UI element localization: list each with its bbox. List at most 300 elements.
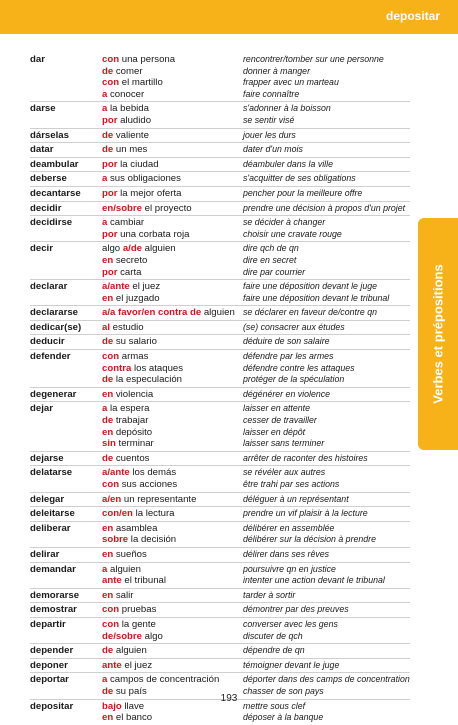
usage-example: [102, 229, 243, 241]
usage-example: [102, 144, 243, 156]
verb-headword: deliberar: [30, 522, 71, 534]
usage-column: [102, 453, 243, 465]
usage-complement: comer: [113, 65, 143, 77]
usage-complement: la mejor oferta: [117, 187, 182, 199]
french-translation: rencontrer/tomber sur une personne: [243, 54, 384, 64]
usage-complement: un representante: [121, 493, 197, 505]
usage-example: [102, 173, 243, 185]
usage-complement: llave: [121, 700, 145, 712]
usage-example: [102, 307, 243, 319]
usage-column: [102, 243, 243, 278]
preposition: de: [102, 685, 114, 697]
french-translation: frapper avec un marteau: [243, 77, 339, 88]
translation-column: [243, 281, 410, 304]
usage-example: [102, 453, 243, 465]
usage-complement: carta: [117, 266, 142, 278]
usage-column: [102, 619, 243, 642]
preposition: en: [102, 292, 114, 304]
entry-row: [30, 388, 410, 403]
verb-headword: decidirse: [30, 217, 73, 229]
french-translation: être trahi par ses actions: [243, 479, 340, 489]
entry-row: [30, 335, 410, 350]
french-translation: faire une déposition devant le tribunal: [243, 292, 390, 303]
usage-example: [102, 255, 243, 267]
french-translation: prendre un vif plaisir à la lecture: [243, 508, 368, 519]
usage-complement: cuentos: [113, 452, 150, 464]
translation-column: [243, 389, 410, 401]
preposition: de: [102, 374, 114, 386]
french-translation: s'adonner à la boisson: [243, 103, 331, 114]
entry-row: [30, 350, 410, 388]
translation-column: [243, 604, 410, 616]
usage-column: [102, 467, 243, 490]
translation-column: [243, 173, 410, 185]
french-translation: tarder à sortir: [243, 589, 296, 600]
usage-complement: sueños: [113, 548, 147, 560]
usage-column: [102, 604, 243, 616]
usage-complement: el juez: [121, 659, 153, 671]
verb-headword: deambular: [30, 158, 79, 170]
translation-column: [243, 564, 410, 587]
entry-row: [30, 306, 410, 321]
translation-column: [243, 590, 410, 602]
translation-column: [243, 467, 410, 490]
usage-complement: sus acciones: [119, 479, 178, 490]
preposition: de: [102, 415, 114, 427]
french-translation: faire une déposition devant le juge: [243, 281, 378, 292]
usage-complement: el juez: [129, 281, 161, 293]
usage-example: [102, 243, 243, 255]
verb-headword: deponer: [30, 659, 68, 671]
preposition: por: [102, 228, 118, 240]
preposition: a/a favor/en contra de: [102, 307, 202, 319]
verb-headword: dar: [30, 54, 45, 65]
usage-example: [102, 351, 243, 363]
usage-complement: valiente: [113, 129, 149, 141]
usage-column: [102, 523, 243, 546]
entry-row: [30, 172, 410, 187]
french-translation: protéger de la spéculation: [243, 374, 345, 385]
usage-example: [102, 336, 243, 348]
usage-complement: el martillo: [119, 77, 163, 89]
verb-headword: decantarse: [30, 187, 81, 199]
usage-column: [102, 130, 243, 142]
verb-headword: deportar: [30, 674, 69, 686]
usage-example: [102, 363, 243, 375]
verb-headword: decir: [30, 243, 53, 255]
preposition: con: [102, 54, 120, 65]
usage-example: [102, 631, 243, 643]
french-translation: démontrer par des preuves: [243, 604, 349, 615]
translation-column: [243, 307, 410, 319]
usage-complement: depósito: [113, 426, 153, 438]
preposition: con: [102, 77, 120, 89]
usage-column: [102, 173, 243, 185]
usage-example: [102, 217, 243, 229]
usage-example: [102, 619, 243, 631]
usage-example: [102, 534, 243, 546]
french-translation: faire connaître: [243, 88, 300, 99]
french-translation: laisser sans terminer: [243, 438, 325, 449]
translation-column: [243, 144, 410, 156]
usage-complement: su salario: [113, 336, 157, 348]
usage-complement: armas: [119, 351, 149, 363]
preposition: de/sobre: [102, 630, 142, 642]
usage-column: [102, 549, 243, 561]
usage-example: [102, 549, 243, 561]
translation-column: [243, 130, 410, 142]
verb-headword: delegar: [30, 493, 65, 505]
usage-prefix: algo: [102, 243, 123, 255]
entry-row: [30, 321, 410, 336]
french-translation: dire par courrier: [243, 266, 306, 277]
preposition: de: [102, 645, 114, 657]
usage-column: [102, 203, 243, 215]
preposition: con: [102, 604, 120, 616]
usage-example: [102, 508, 243, 520]
preposition: a: [102, 173, 108, 185]
verb-headword: degenerar: [30, 388, 77, 400]
verb-headword: declarar: [30, 281, 68, 293]
entry-row: [30, 216, 410, 242]
french-translation: cesser de travailler: [243, 415, 317, 426]
usage-complement: los ataques: [131, 362, 184, 374]
usage-complement: su país: [113, 685, 147, 697]
usage-complement: los demás: [129, 467, 177, 479]
french-translation: discuter de qch: [243, 630, 303, 641]
french-translation: défendre contre les attaques: [243, 362, 355, 373]
french-translation: s'acquitter de ses obligations: [243, 173, 356, 184]
translation-column: [243, 322, 410, 334]
french-translation: délirer dans ses rêves: [243, 548, 330, 559]
usage-column: [102, 336, 243, 348]
translation-column: [243, 217, 410, 240]
usage-column: [102, 590, 243, 602]
french-translation: dater d'un mois: [243, 144, 303, 155]
verb-preposition-table: [30, 53, 410, 725]
entry-row: [30, 589, 410, 604]
usage-complement: alguien: [107, 563, 141, 575]
usage-complement: alguien: [201, 307, 235, 319]
preposition: a: [102, 217, 108, 229]
usage-example: [102, 159, 243, 171]
usage-example: [102, 293, 243, 305]
french-translation: se sentir visé: [243, 114, 295, 125]
verb-headword: departir: [30, 618, 66, 630]
french-translation: se révéler aux autres: [243, 467, 326, 478]
verb-headword: dejarse: [30, 452, 64, 464]
usage-complement: cambiar: [107, 217, 145, 229]
entry-row: [30, 280, 410, 306]
usage-example: [102, 203, 243, 215]
entry-row: [30, 129, 410, 144]
translation-column: [243, 103, 410, 126]
french-translation: dire qch de qn: [243, 243, 299, 254]
usage-column: [102, 403, 243, 449]
preposition: por: [102, 158, 118, 170]
usage-example: [102, 374, 243, 386]
usage-complement: salir: [113, 589, 134, 601]
usage-complement: violencia: [113, 388, 154, 400]
usage-example: [102, 575, 243, 587]
preposition: a: [102, 403, 108, 415]
entry-row: [30, 522, 410, 548]
preposition: de: [102, 452, 114, 464]
french-translation: déporter dans des camps de concentration: [243, 674, 410, 685]
preposition: contra: [102, 362, 132, 374]
translation-column: [243, 336, 410, 348]
usage-complement: algo: [142, 630, 163, 642]
usage-example: [102, 494, 243, 506]
verb-headword: datar: [30, 144, 54, 156]
usage-example: [102, 523, 243, 535]
header-word: depositar: [385, 9, 440, 23]
translation-column: [243, 508, 410, 520]
usage-complement: conocer: [107, 88, 145, 100]
usage-complement: la gente: [119, 618, 156, 630]
preposition: a: [102, 88, 108, 100]
usage-column: [102, 564, 243, 587]
usage-example: [102, 660, 243, 672]
translation-column: [243, 619, 410, 642]
preposition: de: [102, 336, 114, 348]
translation-column: [243, 494, 410, 506]
usage-complement: trabajar: [113, 415, 149, 427]
entry-row: [30, 603, 410, 618]
usage-example: [102, 281, 243, 293]
usage-column: [102, 351, 243, 386]
french-translation: déléguer à un représentant: [243, 493, 349, 504]
preposition: en/sobre: [102, 202, 142, 214]
preposition: con: [102, 479, 120, 490]
entry-row: [30, 563, 410, 589]
usage-complement: campos de concentración: [107, 674, 220, 686]
usage-example: [102, 403, 243, 415]
verb-headword: deducir: [30, 336, 65, 348]
french-translation: dépendre de qn: [243, 645, 305, 656]
preposition: en: [102, 388, 114, 400]
usage-example: [102, 115, 243, 127]
preposition: con/en: [102, 508, 133, 520]
entry-row: [30, 644, 410, 659]
preposition: a/en: [102, 493, 122, 505]
french-translation: dire en secret: [243, 254, 297, 265]
preposition: en: [102, 426, 114, 438]
preposition: con: [102, 351, 120, 363]
entry-row: [30, 452, 410, 467]
translation-column: [243, 523, 410, 546]
french-translation: délibérer en assemblée: [243, 522, 335, 533]
entry-row: [30, 548, 410, 563]
entry-row: [30, 202, 410, 217]
preposition: sobre: [102, 534, 129, 546]
french-translation: pencher pour la meilleure offre: [243, 187, 363, 198]
usage-example: [102, 77, 243, 89]
preposition: ante: [102, 659, 122, 671]
french-translation: choisir une cravate rouge: [243, 228, 342, 239]
usage-example: [102, 604, 243, 616]
preposition: a/de: [122, 243, 143, 255]
usage-complement: la espera: [107, 403, 150, 415]
usage-complement: la lectura: [132, 508, 175, 520]
usage-example: [102, 415, 243, 427]
preposition: en: [102, 712, 114, 724]
preposition: en: [102, 548, 114, 560]
verb-headword: delatarse: [30, 467, 73, 479]
preposition: a/ante: [102, 467, 130, 479]
verb-headword: demandar: [30, 563, 76, 575]
translation-column: [243, 453, 410, 465]
verb-headword: delirar: [30, 548, 60, 560]
usage-example: [102, 389, 243, 401]
verb-headword: darse: [30, 103, 56, 115]
french-translation: donner à manger: [243, 65, 310, 76]
usage-column: [102, 144, 243, 156]
usage-column: [102, 281, 243, 304]
usage-example: [102, 54, 243, 66]
entry-row: [30, 53, 410, 102]
usage-column: [102, 103, 243, 126]
preposition: en: [102, 254, 114, 266]
translation-column: [243, 645, 410, 657]
section-tab-label: Verbes et prépositions: [430, 264, 446, 404]
french-translation: se décider à changer: [243, 217, 326, 228]
verb-headword: deleitarse: [30, 508, 75, 520]
verb-headword: demostrar: [30, 604, 77, 616]
french-translation: se déclarer en faveur de/contre qn: [243, 307, 377, 318]
verb-headword: demorarse: [30, 589, 80, 601]
header-bar: [0, 0, 458, 34]
translation-column: [243, 54, 410, 100]
translation-column: [243, 549, 410, 561]
verb-headword: depender: [30, 645, 74, 657]
preposition: con: [102, 618, 120, 630]
usage-example: [102, 564, 243, 576]
usage-complement: el tribunal: [121, 575, 166, 587]
usage-column: [102, 217, 243, 240]
verb-headword: deberse: [30, 173, 67, 185]
translation-column: [243, 159, 410, 171]
preposition: en: [102, 589, 114, 601]
preposition: al: [102, 321, 111, 333]
usage-example: [102, 188, 243, 200]
usage-example: [102, 479, 243, 491]
entry-row: [30, 242, 410, 280]
preposition: por: [102, 187, 118, 199]
entry-row: [30, 143, 410, 158]
french-translation: dégénérer en violence: [243, 388, 331, 399]
preposition: a/ante: [102, 281, 130, 293]
usage-complement: la ciudad: [117, 158, 159, 170]
preposition: sin: [102, 438, 116, 450]
translation-column: [243, 660, 410, 672]
entry-row: [30, 402, 410, 451]
french-translation: chasser de son pays: [243, 685, 324, 696]
preposition: por: [102, 266, 118, 278]
usage-column: [102, 645, 243, 657]
usage-complement: el proyecto: [142, 202, 192, 214]
usage-complement: la especulación: [113, 374, 183, 386]
preposition: a: [102, 563, 108, 575]
entry-row: [30, 507, 410, 522]
preposition: ante: [102, 575, 122, 587]
verb-headword: decidir: [30, 202, 62, 214]
usage-example: [102, 130, 243, 142]
verb-headword: defender: [30, 351, 71, 363]
usage-complement: un mes: [113, 144, 148, 156]
usage-complement: la decisión: [128, 534, 177, 546]
french-translation: arrêter de raconter des histoires: [243, 452, 368, 463]
usage-column: [102, 508, 243, 520]
usage-complement: aludido: [117, 114, 152, 126]
usage-complement: el banco: [113, 712, 153, 724]
page-number: 193: [220, 693, 238, 704]
section-tab: [418, 218, 458, 450]
entry-row: [30, 158, 410, 173]
preposition: a: [102, 103, 108, 115]
french-translation: jouer les durs: [243, 129, 296, 140]
usage-column: [102, 54, 243, 100]
usage-column: [102, 159, 243, 171]
translation-column: [243, 351, 410, 386]
usage-complement: sus obligaciones: [107, 173, 181, 185]
usage-complement: alguien: [113, 645, 147, 657]
verb-headword: dárselas: [30, 129, 69, 141]
preposition: en: [102, 522, 114, 534]
translation-column: [243, 243, 410, 278]
verb-headword: dejar: [30, 403, 53, 415]
french-translation: défendre par les armes: [243, 351, 334, 362]
french-translation: (se) consacrer aux études: [243, 321, 345, 332]
verb-headword: dedicar(se): [30, 321, 82, 333]
verb-headword: depositar: [30, 700, 74, 712]
usage-column: [102, 322, 243, 334]
usage-complement: secreto: [113, 254, 148, 266]
usage-complement: la bebida: [107, 103, 149, 115]
entry-row: [30, 466, 410, 492]
usage-column: [102, 188, 243, 200]
preposition: a: [102, 674, 108, 686]
translation-column: [243, 403, 410, 449]
usage-example: [102, 712, 243, 724]
translation-column: [243, 203, 410, 215]
french-translation: déposer à la banque: [243, 712, 324, 723]
usage-example: [102, 438, 243, 450]
french-translation: laisser en attente: [243, 403, 310, 414]
usage-complement: pruebas: [119, 604, 157, 616]
usage-example: [102, 89, 243, 101]
usage-column: [102, 389, 243, 401]
usage-example: [102, 590, 243, 602]
usage-example: [102, 267, 243, 279]
preposition: bajo: [102, 700, 122, 712]
usage-example: [102, 427, 243, 439]
usage-complement: alguien: [142, 243, 176, 255]
usage-example: [102, 645, 243, 657]
usage-complement: estudio: [110, 321, 144, 333]
preposition: de: [102, 129, 114, 141]
usage-example: [102, 467, 243, 479]
usage-example: [102, 103, 243, 115]
french-translation: intenter une action devant le tribunal: [243, 575, 385, 586]
usage-column: [102, 494, 243, 506]
usage-example: [102, 66, 243, 78]
french-translation: mettre sous clef: [243, 700, 306, 711]
usage-complement: una corbata roja: [117, 228, 190, 240]
entry-row: [30, 618, 410, 644]
french-translation: déambuler dans la ville: [243, 158, 333, 169]
usage-example: [102, 674, 243, 686]
